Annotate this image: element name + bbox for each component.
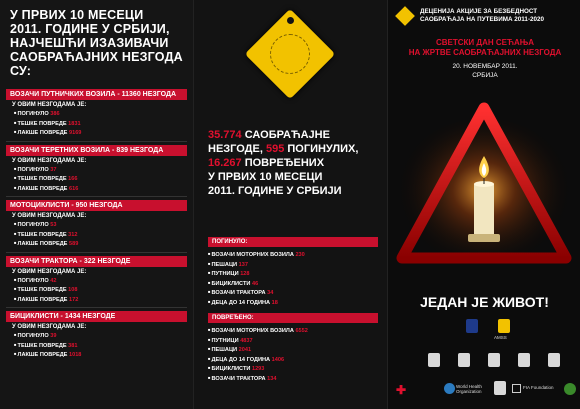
group-bar: ВОЗАЧИ ТРАКТОРА - 322 НЕЗГОДЕ	[6, 256, 187, 267]
stat-row: ■ ПУТНИЦИ 128	[208, 269, 387, 279]
headline-line: НАЈЧЕШЋИ ИЗАЗИВАЧИ	[10, 36, 169, 50]
stat-row: ■ ПОГИНУЛО 53	[14, 220, 193, 230]
partner-logos	[388, 313, 580, 409]
killed-title: ПОГИНУЛО:	[208, 237, 378, 247]
middle-panel	[193, 0, 387, 409]
headline-line: У ПРВИХ 10 МЕСЕЦИ	[10, 8, 144, 22]
group-tractors	[0, 256, 193, 305]
decade-diamond-logo	[244, 8, 336, 100]
divider	[6, 252, 187, 253]
event-date: 20. НОВЕМБАР 2011. СРБИЈА	[452, 63, 518, 79]
divider	[6, 196, 187, 197]
group-sub: У ОВИМ НЕЗГОДАМА ЈЕ:	[12, 213, 87, 219]
globe-icon	[444, 383, 455, 394]
group-sub: У ОВИМ НЕЗГОДАМА ЈЕ:	[12, 268, 87, 275]
group-sub: У ОВИМ НЕЗГОДАМА ЈЕ:	[12, 102, 87, 108]
stat-row: ■ ПЕШАЦИ 137	[208, 260, 387, 270]
stat-row: ■ ПОГИНУЛО 386	[14, 109, 193, 119]
coat-of-arms-icon	[428, 353, 440, 367]
killed-section	[194, 237, 387, 307]
stat-row: ■ ТЕШКЕ ПОВРЕДЕ 166	[14, 174, 193, 184]
coat-of-arms-icon	[518, 353, 530, 367]
group-bar: ВОЗАЧИ ПУТНИЧКИХ ВОЗИЛА - 11360 НЕЗГОДА	[6, 89, 187, 100]
divider	[6, 307, 187, 308]
stat-row: ■ ЛАКШЕ ПОВРЕДЕ 616	[14, 184, 193, 194]
group-cyclists	[0, 311, 193, 360]
stat-row: ■ ДЕЦА ДО 14 ГОДИНА 1406	[208, 355, 387, 365]
decade-logo-icon	[395, 6, 415, 26]
group-bar: МОТОЦИКЛИСТИ - 950 НЕЗГОДА	[6, 200, 187, 211]
stat-row: ■ ТЕШКЕ ПОВРЕДЕ 108	[14, 285, 193, 295]
left-headline	[0, 0, 193, 78]
group-bar: ВОЗАЧИ ТЕРЕТНИХ ВОЗИЛА - 839 НЕЗГОДА	[6, 145, 187, 156]
stat-row: ■ ЛАКШЕ ПОВРЕДЕ 589	[14, 239, 193, 249]
stat-row: ■ ЛАКШЕ ПОВРЕДЕ 172	[14, 295, 193, 305]
stat-row: ■ ВОЗАЧИ МОТОРНИХ ВОЗИЛА 230	[208, 250, 387, 260]
diamond-ring	[270, 34, 310, 74]
decade-logo-text: ДЕЦЕНИЈА АКЦИЈЕ ЗА БЕЗБЕДНОСТ САОБРАЋАЈА НА ПУТЕВИМА 2011-2020	[420, 8, 545, 23]
stat-row: ■ БИЦИКЛИСТИ 1293	[208, 364, 387, 374]
stat-row: ■ ПОГИНУЛО 42	[14, 276, 193, 286]
group-sub: У ОВИМ НЕЗГОДАМА ЈЕ:	[12, 157, 87, 164]
left-panel	[0, 0, 193, 409]
fia-label: FIA Foundation	[523, 385, 554, 390]
remembrance-day-title: СВЕТСКИ ДАН СЕЋАЊА НА ЖРТВЕ САОБРАЋАЈНИХ НЕЗГОДА	[408, 38, 562, 57]
injured-title: ПОВРЕЂЕНО:	[208, 313, 378, 323]
slogan: ЈЕДАН ЈЕ ЖИВОТ!	[420, 294, 549, 310]
right-panel	[387, 0, 580, 409]
stat-row: ■ ВОЗАЧИ ТРАКТОРА 34	[208, 288, 387, 298]
amss-label: AMSS	[494, 335, 507, 340]
fia-icon	[512, 384, 521, 393]
group-sub: У ОВИМ НЕЗГОДАМА ЈЕ:	[12, 324, 87, 330]
coat-of-arms-icon	[488, 353, 500, 367]
stat-row: ■ ТЕШКЕ ПОВРЕДЕ 312	[14, 230, 193, 240]
headline-line: 2011. ГОДИНЕ У СРБИЈИ,	[10, 22, 170, 36]
stat-row: ■ ЛАКШЕ ПОВРЕДЕ 9169	[14, 128, 193, 138]
coat-of-arms-icon	[548, 353, 560, 367]
group-motorcyclists	[0, 200, 193, 249]
diamond-hole	[287, 17, 294, 24]
group-bar: БИЦИКЛИСТИ - 1434 НЕЗГОДЕ	[6, 311, 187, 322]
stat-row: ■ ПЕШАЦИ 2041	[208, 345, 387, 355]
decade-logo	[394, 8, 578, 23]
who-label: World Health Organization	[456, 384, 482, 394]
stat-row: ■ ВОЗАЧИ МОТОРНИХ ВОЗИЛА 6552	[208, 326, 387, 336]
divider	[6, 141, 187, 142]
group-trucks	[0, 145, 193, 194]
stat-row: ■ ПУТНИЦИ 4837	[208, 336, 387, 346]
emblem-icon	[564, 383, 576, 395]
stat-row: ■ ЛАКШЕ ПОВРЕДЕ 1018	[14, 350, 193, 360]
summary-headline: 35.774 САОБРАЋАЈНЕ НЕЗГОДЕ, 595 ПОГИНУЛИХ, 16.267 ПОВРЕЂЕНИХ У ПРВИХ 10 МЕСЕЦИ 2011. ГОДИНЕ У СРБИЈИ	[208, 129, 359, 197]
injured-section	[194, 313, 387, 383]
warning-triangle-candle-icon	[388, 98, 580, 288]
coat-of-arms-icon	[494, 381, 506, 395]
stat-row: ■ БИЦИКЛИСТИ 46	[208, 279, 387, 289]
stat-row: ■ ТЕШКЕ ПОВРЕДЕ 381	[14, 341, 193, 351]
stat-row: ■ ВОЗАЧИ ТРАКТОРА 134	[208, 374, 387, 384]
stat-row: ■ ПОГИНУЛО 37	[14, 165, 193, 175]
coat-of-arms-icon	[458, 353, 470, 367]
group-cars	[0, 89, 193, 138]
stat-row: ■ ПОГИНУЛО 39	[14, 331, 193, 341]
stat-row: ■ ТЕШКЕ ПОВРЕДЕ 1831	[14, 119, 193, 129]
headline-line: САОБРАЋАЈНИХ НЕЗГОДА СУ:	[10, 50, 183, 78]
partner-logo-icon	[466, 319, 478, 333]
red-cross-icon: ✚	[396, 383, 407, 397]
amss-logo-icon	[498, 319, 510, 333]
stat-row: ■ ДЕЦА ДО 14 ГОДИНА 18	[208, 298, 387, 308]
